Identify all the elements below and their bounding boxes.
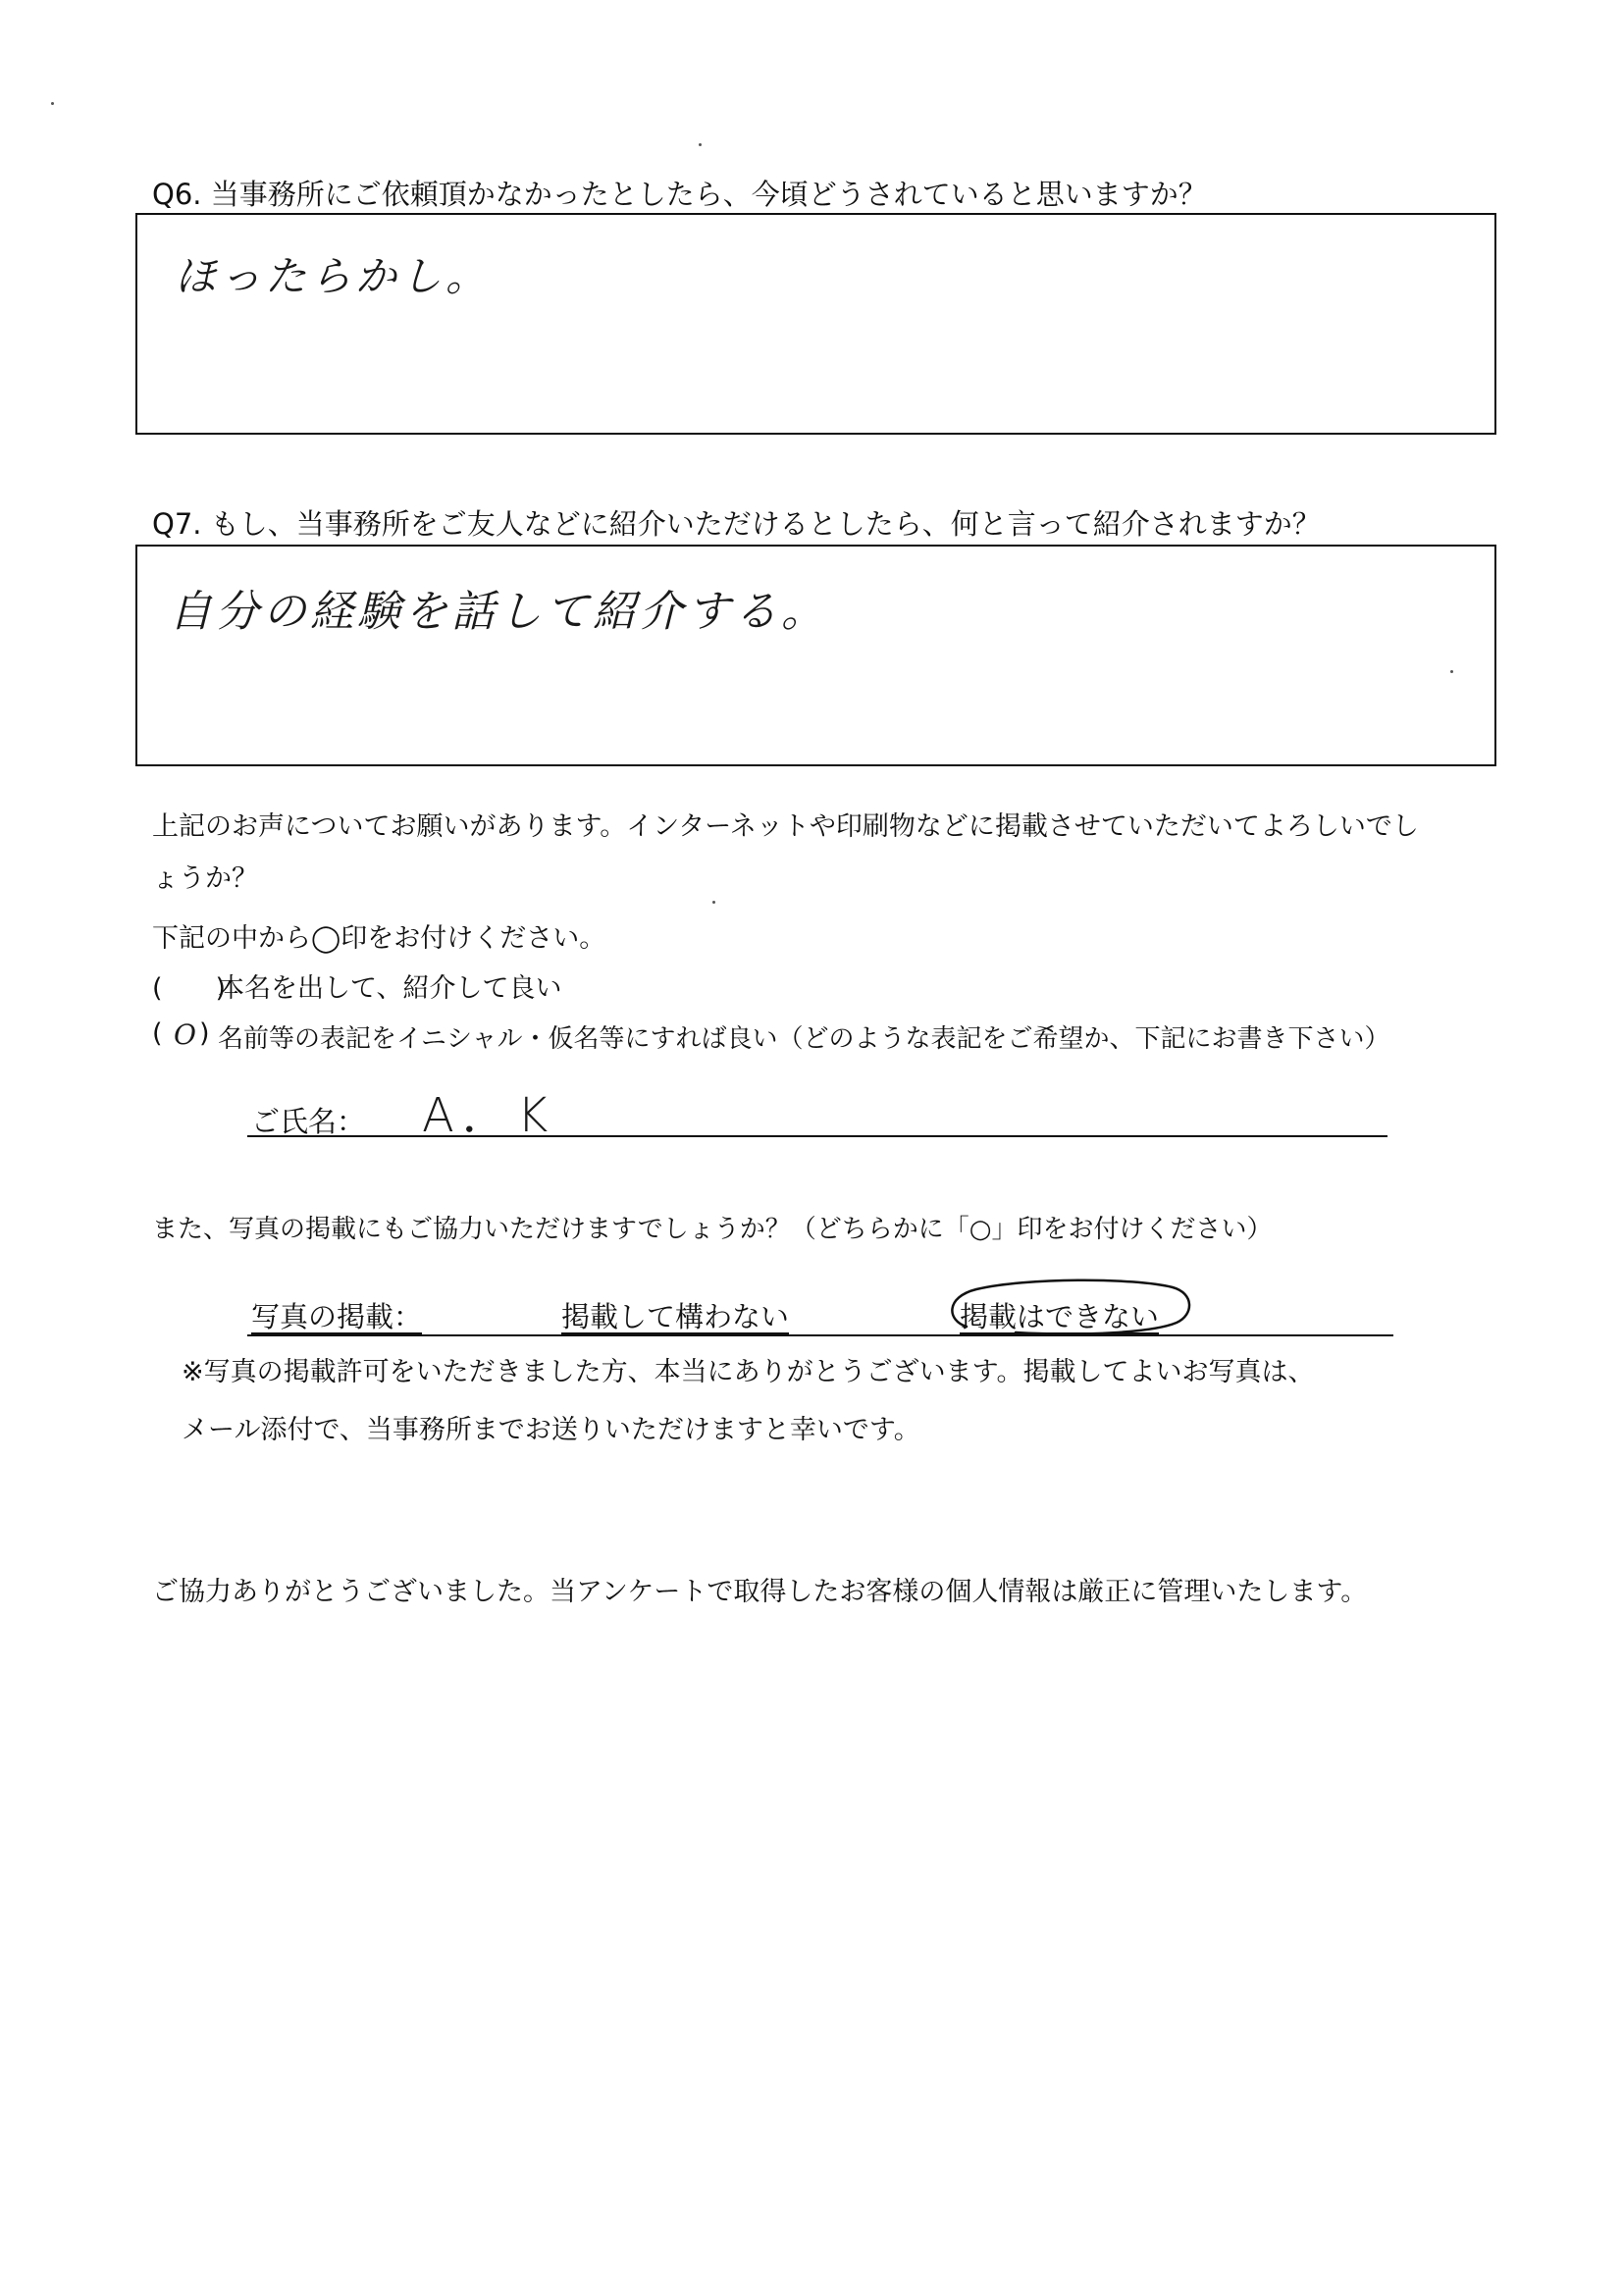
- option1-label: 本名を出して、紹介して良い: [218, 973, 562, 1004]
- q6-answer-box[interactable]: [135, 213, 1496, 435]
- photo-question: また、写真の掲載にもご協力いただけますでしょうか？（どちらかに「○」印をお付けください）: [152, 1215, 1273, 1244]
- option2-open-paren: (: [152, 1018, 163, 1049]
- q7-answer-box[interactable]: [135, 545, 1496, 766]
- q7-handwritten-answer: 自分の経験を話して紹介する。: [169, 587, 828, 637]
- option2-handwritten-mark[interactable]: O: [174, 1018, 196, 1051]
- photo-option-yes[interactable]: 掲載して構わない: [561, 1300, 790, 1333]
- option1-checkbox[interactable]: ( ): [152, 973, 227, 1004]
- consent-request-line2: ょうか？: [152, 863, 258, 894]
- name-label: ご氏名：: [251, 1105, 366, 1138]
- name-handwritten-value[interactable]: A．K: [422, 1088, 556, 1143]
- footer-thanks: ご協力ありがとうございました。当アンケートで取得したお客様の個人情報は厳正に管理いたします。: [152, 1577, 1368, 1607]
- name-underline: [247, 1135, 1387, 1137]
- option2-close-paren: ): [199, 1018, 210, 1049]
- q7-question: Q7. もし、当事務所をご友人などに紹介いただけるとしたら、何と言って紹介されますか？: [152, 507, 1321, 541]
- q6-question: Q6. 当事務所にご依頼頂かなかったとしたら、今頃どうされていると思いますか？: [152, 178, 1207, 211]
- consent-instruction: 下記の中から◯印をお付けください。: [152, 923, 606, 954]
- scan-speck: [699, 143, 702, 146]
- selection-circle-icon: [937, 1276, 1202, 1350]
- photo-label: 写真の掲載：: [251, 1300, 423, 1333]
- photo-underline: [247, 1334, 1393, 1336]
- consent-request-line1: 上記のお声についてお願いがあります。インターネットや印刷物などに掲載させていただいてよろしいでし: [152, 811, 1419, 842]
- scan-speck: [712, 901, 715, 904]
- scan-speck: [51, 102, 54, 105]
- photo-note-line1: ※写真の掲載許可をいただきました方、本当にありがとうございます。掲載してよいお写真は、: [182, 1357, 1315, 1387]
- q6-handwritten-answer: ほったらかし。: [175, 252, 492, 300]
- photo-note-line2: メール添付で、当事務所までお送りいただけますと幸いです。: [182, 1415, 920, 1445]
- option2-label: 名前等の表記をイニシャル・仮名等にすれば良い（どのような表記をご希望か、下記にお書き下さい）: [218, 1024, 1390, 1054]
- photo-option-no[interactable]: 掲載はできない: [960, 1300, 1160, 1333]
